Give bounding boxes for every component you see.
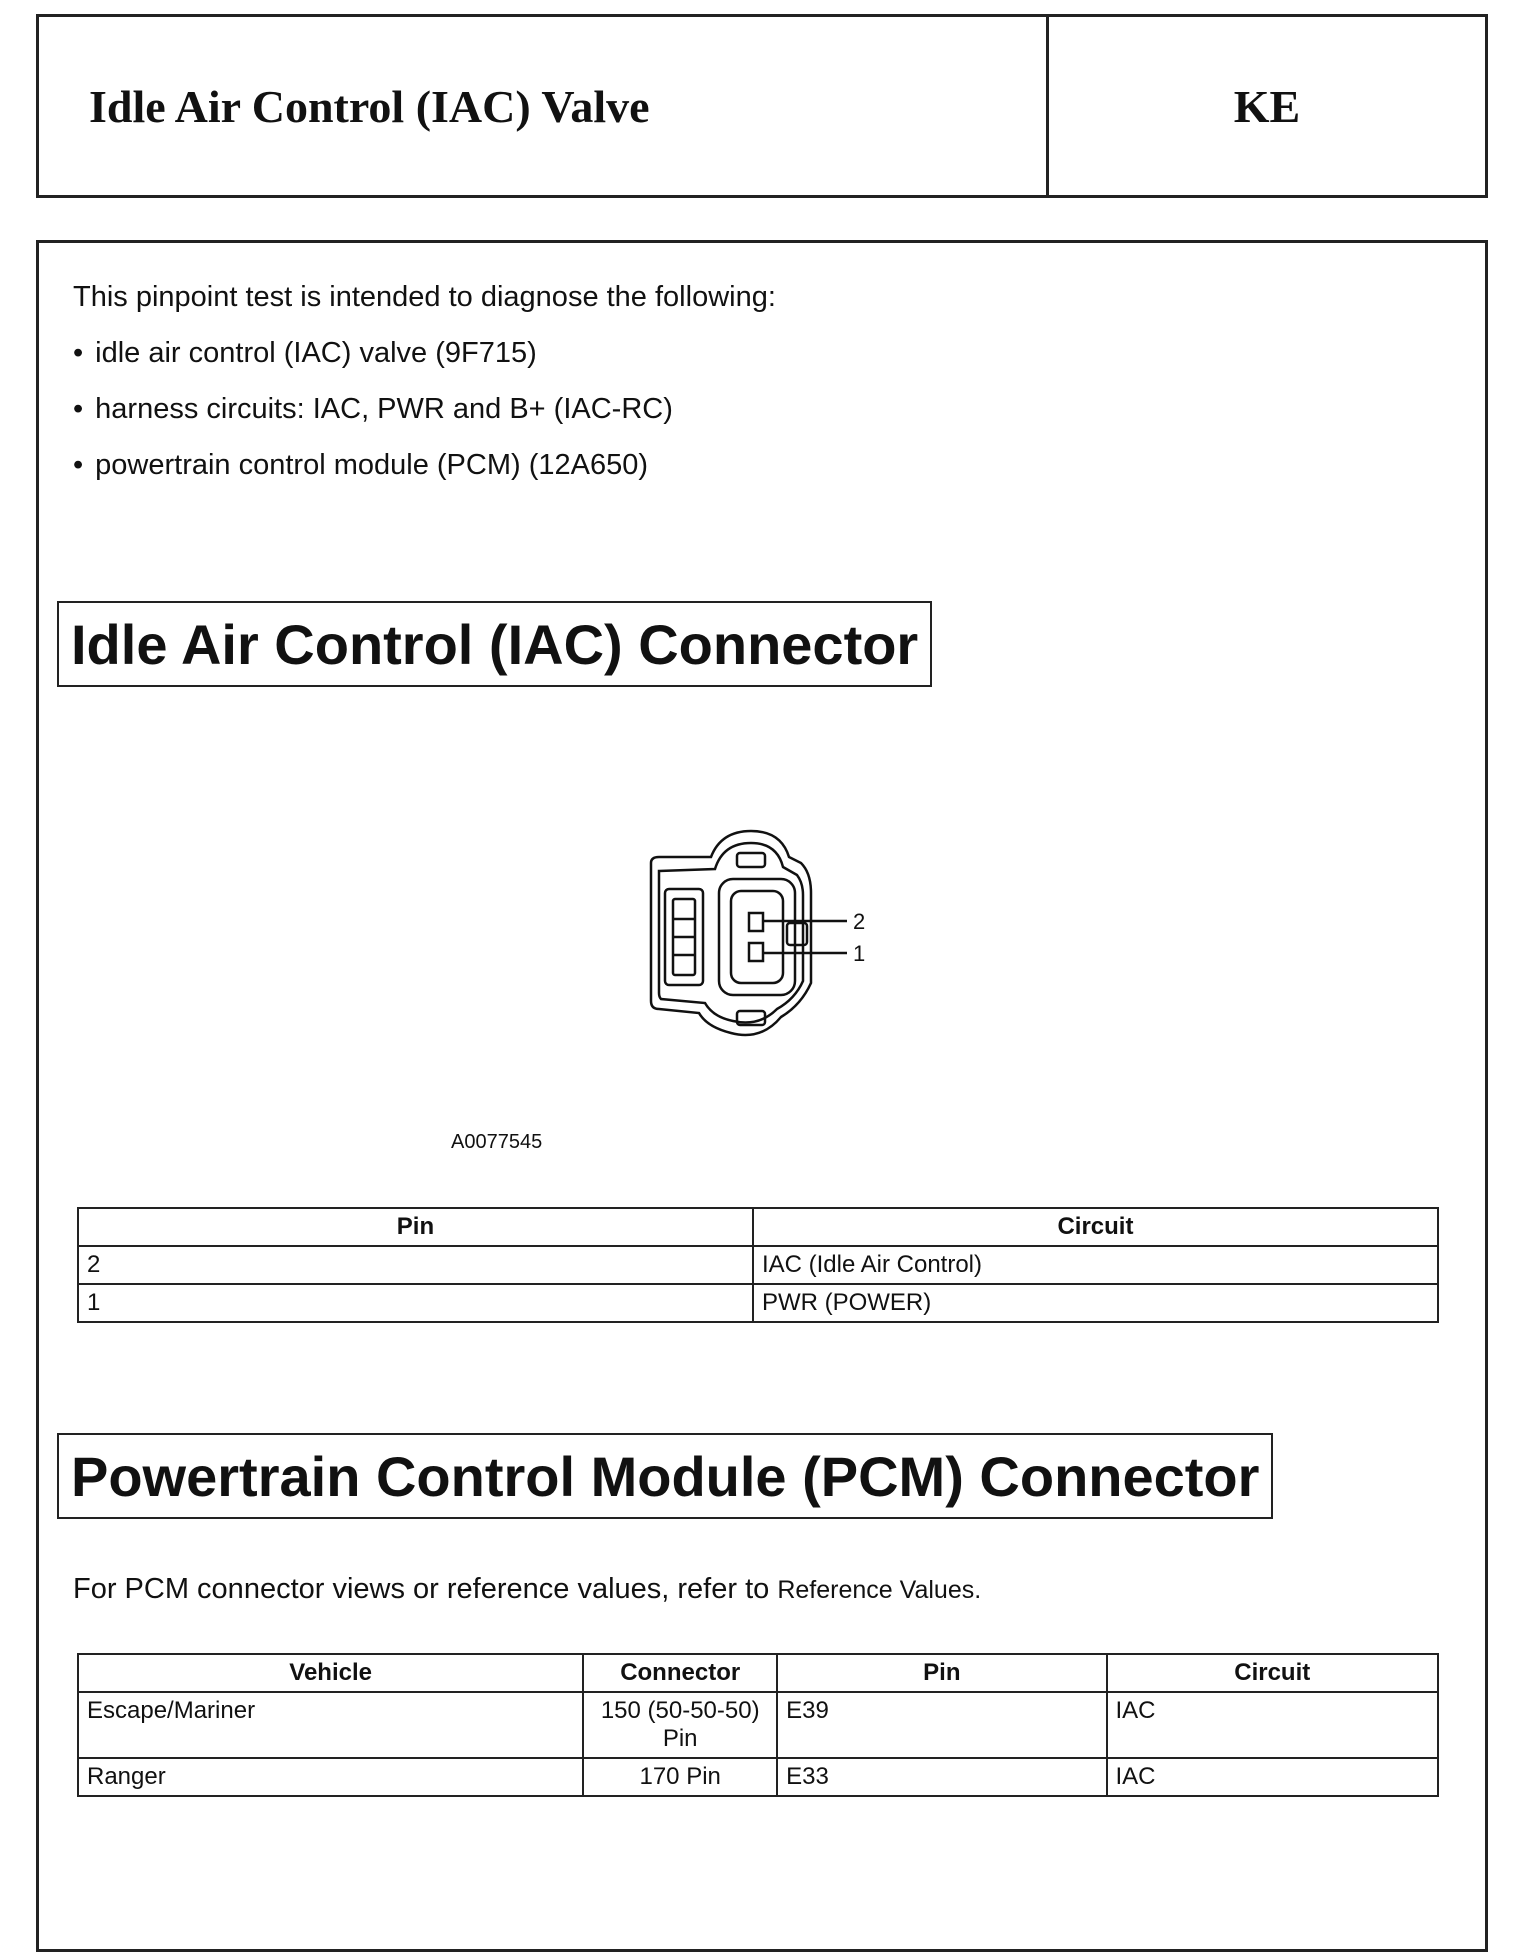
pin-2-terminal [749, 913, 763, 931]
page-header [36, 14, 1488, 198]
vehicle-cell: Ranger [78, 1758, 583, 1796]
list-item: • powertrain control module (PCM) (12A650) [73, 451, 776, 480]
connector-cell: 170 Pin [583, 1758, 777, 1796]
table-row [78, 1246, 1438, 1284]
reference-note-text: For PCM connector views or reference values, refer to [73, 1573, 770, 1605]
pin-1-label: 1 [853, 941, 866, 966]
column-header: Circuit [1107, 1654, 1439, 1692]
list-item: • idle air control (IAC) valve (9F715) [73, 339, 776, 368]
pin-cell: 2 [78, 1246, 753, 1284]
page-title: Idle Air Control (IAC) Valve [89, 80, 650, 132]
intro-block [73, 283, 776, 480]
iac-connector-heading: Idle Air Control (IAC) Connector [57, 601, 932, 687]
pin-cell: E33 [777, 1758, 1106, 1796]
table-row [78, 1758, 1438, 1796]
column-header: Connector [583, 1654, 777, 1692]
pin-cell: 1 [78, 1284, 753, 1322]
iac-pin-table [77, 1207, 1439, 1323]
list-item: • harness circuits: IAC, PWR and B+ (IAC-RC) [73, 395, 776, 424]
figure-id: A0077545 [451, 1131, 543, 1153]
connector-cell: 150 (50-50-50) Pin [583, 1692, 777, 1758]
circuit-cell: IAC [1107, 1692, 1439, 1758]
column-header: Circuit [753, 1208, 1438, 1246]
pcm-pin-table [77, 1653, 1439, 1797]
diagnosis-list [73, 339, 776, 480]
intro-lead: This pinpoint test is intended to diagnose the following: [73, 281, 776, 313]
top-key [737, 853, 765, 867]
vehicle-cell: Escape/Mariner [78, 1692, 583, 1758]
column-header: Pin [777, 1654, 1106, 1692]
pin-cell: E39 [777, 1692, 1106, 1758]
table-header-row [78, 1654, 1438, 1692]
reference-values-link[interactable]: Reference Values. [777, 1576, 982, 1604]
column-header: Pin [78, 1208, 753, 1246]
section-code: KE [1046, 17, 1485, 195]
pin-housing-inner [731, 891, 783, 983]
content-panel [36, 240, 1488, 1952]
pcm-connector-heading: Powertrain Control Module (PCM) Connector [57, 1433, 1273, 1519]
reference-note [73, 1573, 981, 1606]
pin-1-terminal [749, 943, 763, 961]
table-header-row [78, 1208, 1438, 1246]
column-header: Vehicle [78, 1654, 583, 1692]
table-row [78, 1692, 1438, 1758]
circuit-cell: IAC [1107, 1758, 1439, 1796]
pin-2-label: 2 [853, 909, 866, 934]
table-row [78, 1284, 1438, 1322]
iac-connector-diagram [611, 823, 891, 1043]
circuit-cell: IAC (Idle Air Control) [753, 1246, 1438, 1284]
circuit-cell: PWR (POWER) [753, 1284, 1438, 1322]
